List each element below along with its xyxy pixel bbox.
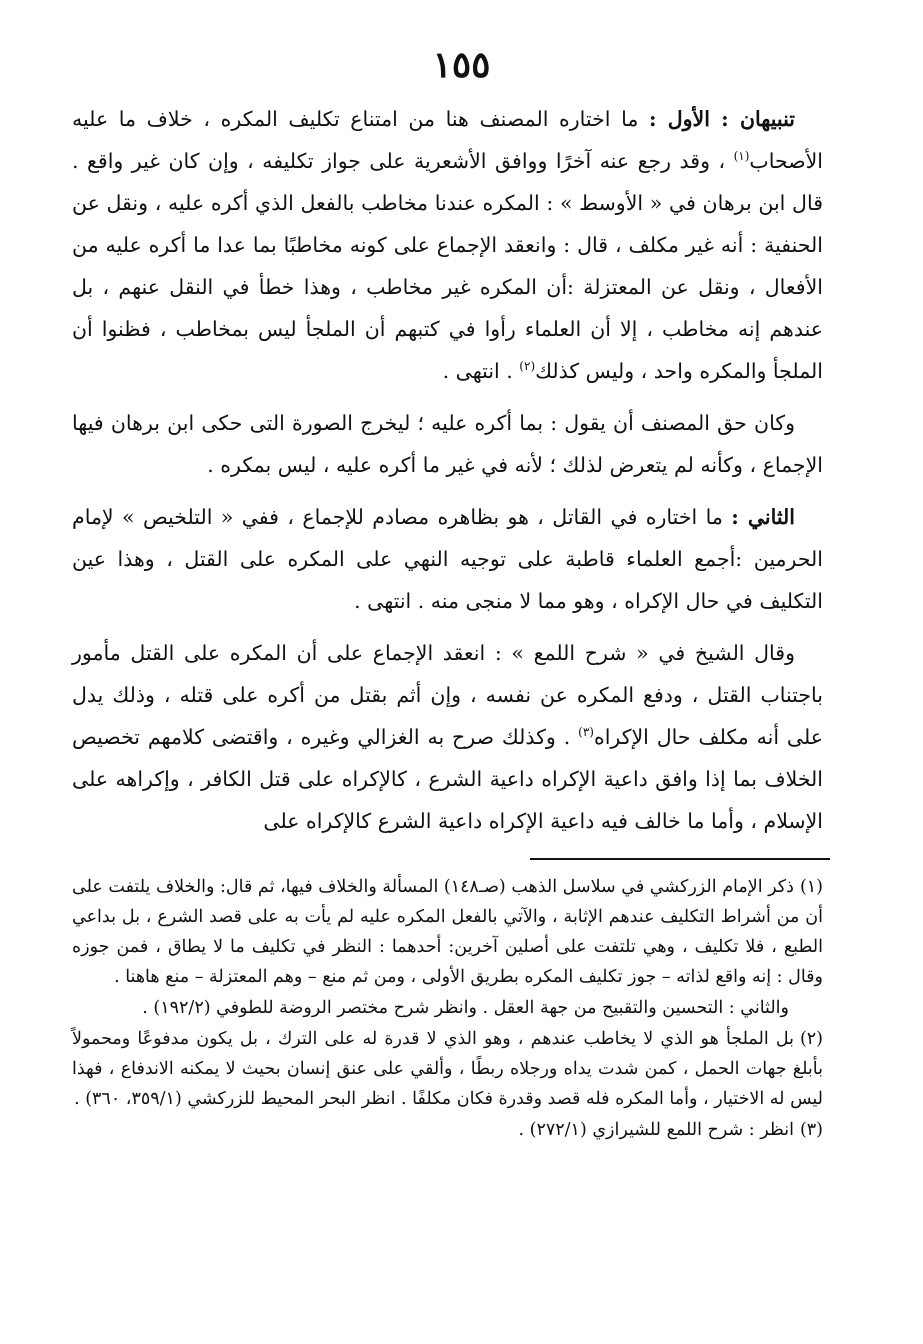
footnote-number: (٢) [799, 1029, 823, 1049]
footnote-1 [72, 872, 823, 992]
footnote-2 [72, 1024, 823, 1114]
main-text [72, 98, 823, 852]
heading-second-note: الثاني : [731, 505, 795, 529]
footnote-text: انظر : شرح اللمع للشيرازي (٢٧٢/١) . [518, 1120, 794, 1140]
paragraph-text: وكان حق المصنف أن يقول : بما أكره عليه ؛ ليخرج الصورة التى حكى ابن برهان فيها الإجماع ، وكأنه لم يتعرض لذلك ؛ لأنه في غير ما أكره عليه ، ليس بمكره . [72, 411, 823, 477]
footnote-3 [72, 1115, 823, 1145]
footnote-number: (٣) [799, 1120, 823, 1140]
paragraph-second [72, 496, 823, 622]
paragraph-text: ، وقد رجع عنه آخرًا ووافق الأشعرية على جواز تكليفه ، وإن كان غير واقع . قال ابن برهان في « الأوسط » : المكره عندنا مخاطب بالفعل الذي أكره عليه ، ونقل عن الحنفية : أنه غير مكلف ، قال : وانعقد الإجماع على كونه مخاطبًا بما عدا ما أكره عليه من الأفعال ، ونقل عن المعتزلة :أن المكره غير مخاطب ، وهذا خطأ في النقل عنهم ، بل عندهم إنه مخاطب ، إلا أن العلماء رأوا في كتبهم أن الملجأ ليس بمخاطب ، فظنوا أن الملجأ والمكره واحد ، وليس كذلك [72, 149, 823, 383]
footnote-divider [530, 858, 830, 860]
paragraph-text: ما اختاره في القاتل ، هو بظاهره مصادم للإجماع ، ففي « التلخيص » لإمام الحرمين :أجمع العلماء قاطبة على توجيه النهي على المكره على القتل ، وهذا عين التكليف في حال الإكراه ، وهو مما لا منجى منه . انتهى . [72, 505, 823, 613]
paragraph-text: وقال الشيخ في « شرح اللمع » : انعقد الإجماع على أن المكره على القتل مأمور باجتناب القتل ، ودفع المكره عن نفسه ، وإن أثم بقتل من أكره على قتله ، وذلك يدل على أنه مكلف حال الإكراه [72, 641, 823, 749]
footnote-ref-3[interactable]: (٣) [578, 725, 594, 740]
footnote-text: بل الملجأ هو الذي لا يخاطب عندهم ، وهو الذي لا قدرة له على الترك ، بل يكون مدفوعًا ومحمولاً بأبلغ جهات الحمل ، كمن شدت يداه ورجلاه ربطًا ، وألقي على عنق إنسان بحيث لا يمكنه الاندفاع ، فهذا ليس له الاختيار ، وأما المكره فله قصد وقدرة فكان مكلفًا . انظر البحر المحيط للزركشي (٣٥٩/١، ٣٦٠) . [72, 1029, 823, 1109]
footnote-ref-1[interactable]: (١) [733, 149, 750, 164]
heading-first-note: تنبيهان : الأول : [648, 107, 795, 131]
paragraph-text: . وكذلك صرح به الغزالي وغيره ، واقتضى كلامهم تخصيص الخلاف بما إذا وافق داعية الإكراه داعية الشرع ، كالإكراه على قتل الكافر ، وإكراهه على الإسلام ، وأما ما خالف فيه داعية الإكراه داعية الشرع كالإكراه على [72, 725, 823, 833]
paragraph-haqq [72, 402, 823, 486]
paragraph-text: . انتهى . [442, 359, 520, 383]
paragraph-tanbihan [72, 98, 823, 392]
footnote-ref-2[interactable]: (٢) [519, 359, 536, 374]
footnote-text: والثاني : التحسين والتقبيح من جهة العقل . وانظر شرح مختصر الروضة للطوفي (١٩٢/٢) . [142, 998, 789, 1018]
page-number: ١٥٥ [432, 44, 491, 86]
footnote-1-continued [72, 993, 823, 1023]
footnotes [72, 872, 823, 1146]
paragraph-sheikh [72, 632, 823, 842]
footnote-number: (١) [799, 877, 823, 897]
paragraph-text: ما اختاره المصنف هنا من امتناع تكليف المكره ، خلاف ما عليه الأصحاب [72, 107, 823, 173]
footnote-text: ذكر الإمام الزركشي في سلاسل الذهب (صـ١٤٨) المسألة والخلاف فيها، ثم قال: والخلاف يلتفت على أن من أشراط التكليف عندهم الإثابة ، والآتي بالفعل المكره عليه لم يأت به على قصد الشرع ، بل بداعي الطبع ، فلا تكليف ، وهي تلتفت على أصلين آخرين: أحدهما : النظر في تكليف ما لا يطاق ، فمن جوزه وقال : إنه واقع لذاته – جوز تكليف المكره بطريق الأولى ، ومن ثم منع – وهم المعتزلة – منع هاهنا . [72, 877, 823, 987]
